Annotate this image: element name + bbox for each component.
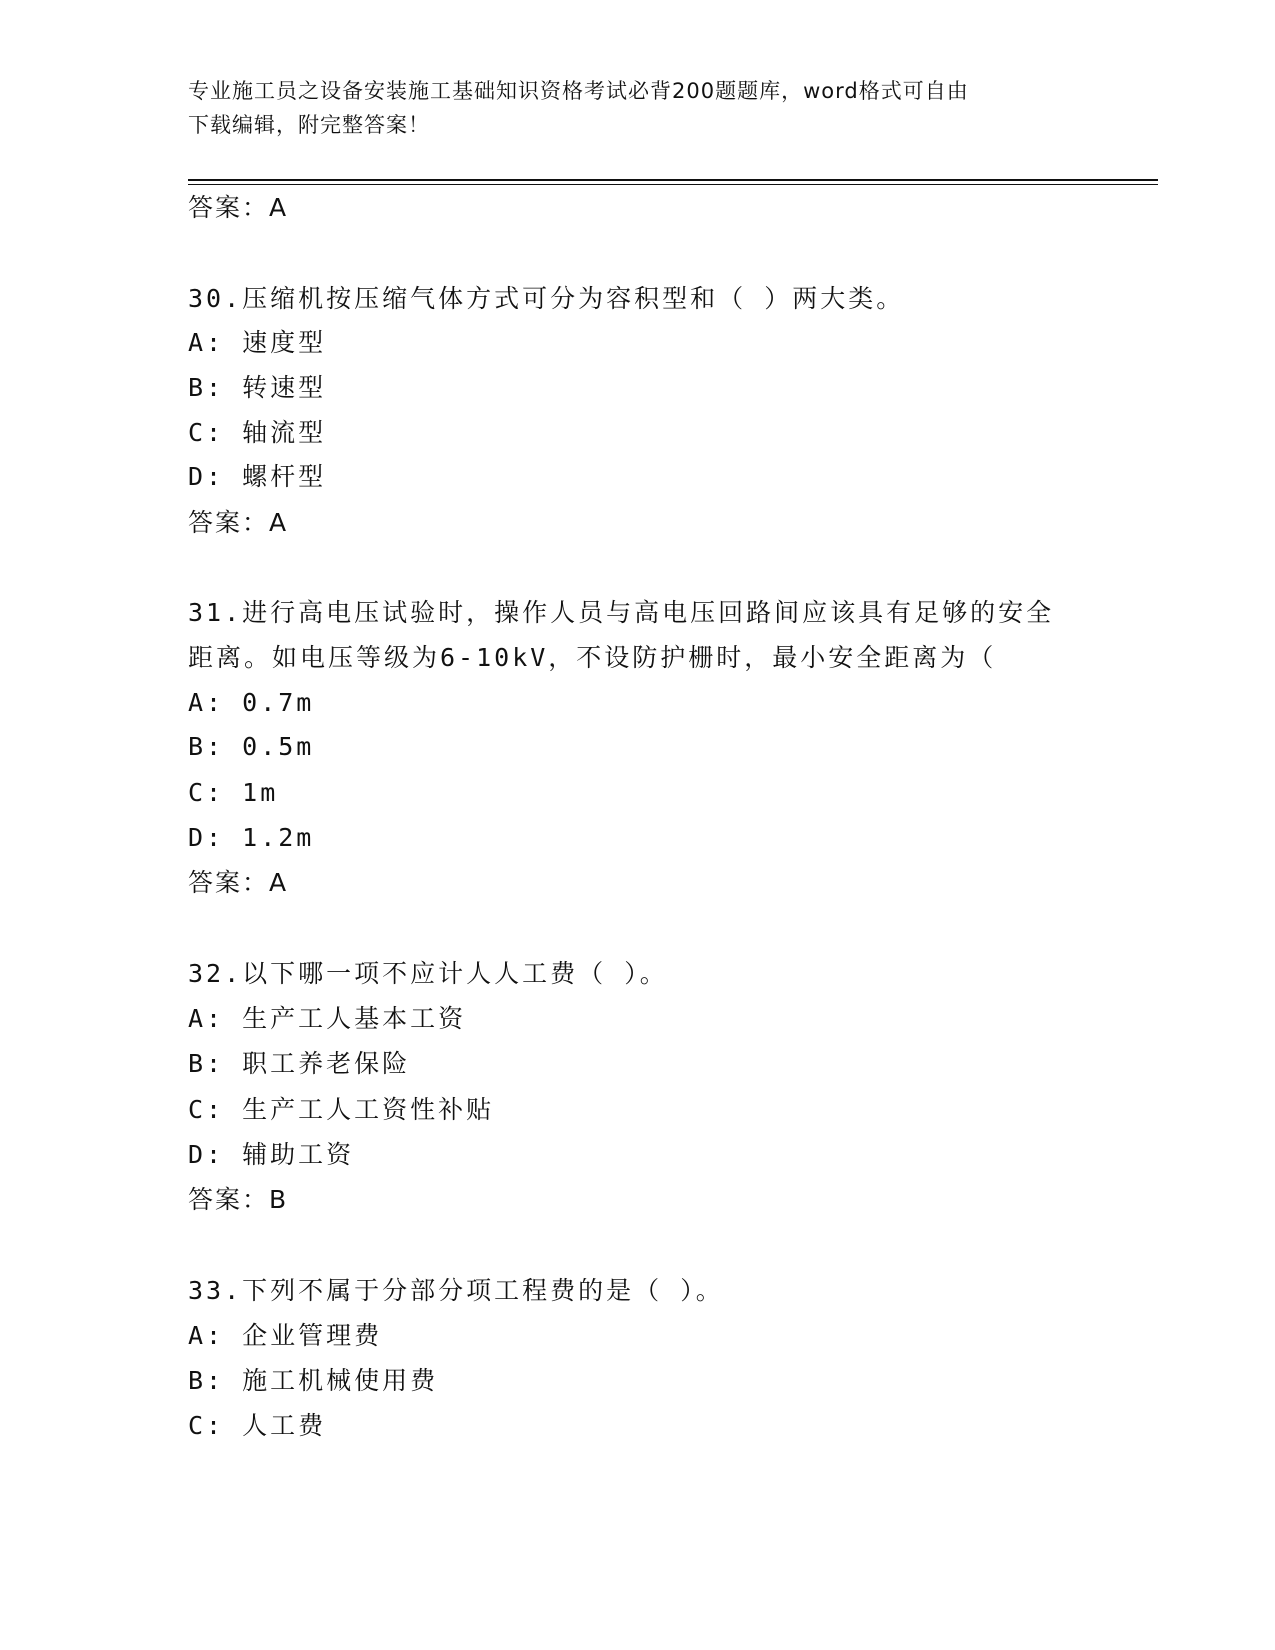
header-rule-thick (188, 179, 1158, 181)
question-32-stem: 32.以下哪一项不应计人人工费（ ）。 (188, 959, 668, 988)
header-line-1: 专业施工员之设备安装施工基础知识资格考试必背200题题库，word格式可自由 (188, 79, 969, 103)
question-32-option-b: B: 职工养老保险 (188, 1049, 411, 1078)
question-30-stem: 30.压缩机按压缩气体方式可分为容积型和（ ）两大类。 (188, 284, 905, 313)
question-32-answer: 答案：B (188, 1185, 289, 1214)
question-32-option-a: A: 生产工人基本工资 (188, 1004, 467, 1033)
question-33-stem: 33.下列不属于分部分项工程费的是（ ）。 (188, 1276, 724, 1305)
question-30-option-c: C: 轴流型 (188, 418, 327, 447)
answer-previous: 答案：A (188, 193, 289, 222)
question-31-stem-line-1: 31.进行高电压试验时，操作人员与高电压回路间应该具有足够的安全 (188, 598, 1055, 627)
question-31-answer: 答案：A (188, 868, 289, 897)
question-30-answer: 答案：A (188, 508, 289, 537)
header-line-2: 下载编辑，附完整答案！ (188, 113, 430, 137)
question-31-stem-line-2: 距离。如电压等级为6-10kV，不设防护栅时，最小安全距离为（ (188, 643, 997, 672)
question-31-option-b: B: 0.5m (188, 732, 315, 761)
question-31-option-d: D: 1.2m (188, 823, 315, 852)
question-33-option-a: A: 企业管理费 (188, 1321, 383, 1350)
question-32-option-c: C: 生产工人工资性补贴 (188, 1095, 495, 1124)
header-rule-thin (188, 184, 1158, 185)
question-33-option-c: C: 人工费 (188, 1411, 327, 1440)
question-30-option-b: B: 转速型 (188, 373, 327, 402)
question-30-option-a: A: 速度型 (188, 328, 327, 357)
question-32-option-d: D: 辅助工资 (188, 1140, 355, 1169)
question-31-option-a: A: 0.7m (188, 688, 315, 717)
question-33-option-b: B: 施工机械使用费 (188, 1366, 439, 1395)
question-30-option-d: D: 螺杆型 (188, 462, 327, 491)
question-31-option-c: C: 1m (188, 778, 279, 807)
document-header (188, 74, 1088, 142)
